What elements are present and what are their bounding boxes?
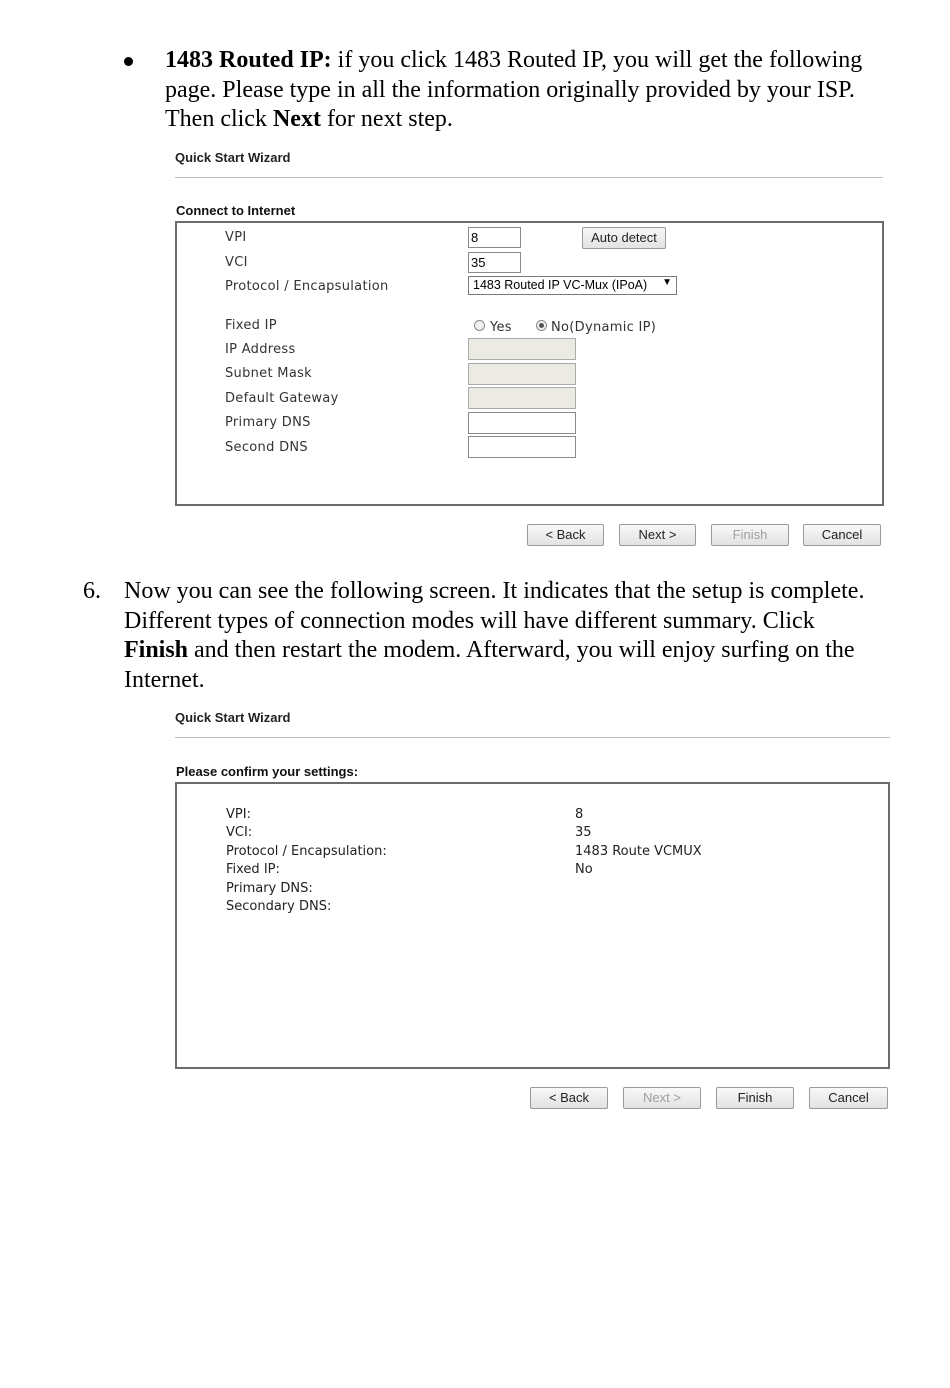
step6-finish-bold: Finish <box>124 637 189 663</box>
summary-vpi-label: VPI: <box>226 807 251 822</box>
second-dns-input[interactable] <box>468 436 576 458</box>
vpi-label: VPI <box>225 230 247 245</box>
step6-paragraph <box>124 577 934 695</box>
summary-secondary-dns-label: Secondary DNS: <box>226 899 332 914</box>
protocol-select[interactable] <box>468 276 677 295</box>
summary-vci-value: 35 <box>575 825 592 840</box>
intro-next-bold: Next <box>272 106 321 132</box>
step6-number: 6. <box>83 578 101 604</box>
intro-line3b: for next step. <box>320 106 453 132</box>
wizard2-section-title: Please confirm your settings: <box>176 764 359 779</box>
wizard2-next-button[interactable]: Next > <box>623 1087 701 1109</box>
ip-address-input[interactable] <box>468 338 576 360</box>
wizard1-back-button[interactable]: < Back <box>527 524 604 546</box>
wizard1-cancel-button[interactable]: Cancel <box>803 524 881 546</box>
summary-primary-dns-label: Primary DNS: <box>226 881 313 896</box>
intro-line3a: Then click <box>165 106 273 132</box>
summary-vpi-value: 8 <box>575 807 584 822</box>
intro-paragraph <box>165 46 935 135</box>
wizard2-title: Quick Start Wizard <box>175 710 291 725</box>
wizard1-title: Quick Start Wizard <box>175 150 291 165</box>
intro-line1: if you click 1483 Routed IP, you will get the following <box>331 47 863 73</box>
fixed-ip-no-label: No(Dynamic IP) <box>551 320 657 335</box>
wizard2-cancel-button[interactable]: Cancel <box>809 1087 888 1109</box>
summary-fixed-ip-label: Fixed IP: <box>226 862 280 877</box>
vci-input[interactable]: 35 <box>468 252 521 273</box>
protocol-label: Protocol / Encapsulation <box>225 279 389 294</box>
bullet-dot <box>124 57 133 66</box>
second-dns-label: Second DNS <box>225 440 308 455</box>
summary-protocol-label: Protocol / Encapsulation: <box>226 844 387 859</box>
step6-line2: Different types of connection modes will have different summary. Click <box>124 607 815 634</box>
fixed-ip-yes-radio[interactable] <box>474 320 485 331</box>
auto-detect-button[interactable]: Auto detect <box>582 227 666 249</box>
intro-line2: page. Please type in all the information originally provided by your ISP. <box>165 76 855 103</box>
wizard1-next-button[interactable]: Next > <box>619 524 696 546</box>
subnet-mask-input[interactable] <box>468 363 576 385</box>
step6-line1: Now you can see the following screen. It indicates that the setup is complete. <box>124 578 865 604</box>
wizard2-back-button[interactable]: < Back <box>530 1087 608 1109</box>
dropdown-arrow-icon: ▼ <box>662 277 672 288</box>
step6-line4: Internet. <box>124 666 205 693</box>
wizard2-finish-button[interactable]: Finish <box>716 1087 794 1109</box>
summary-fixed-ip-value: No <box>575 862 593 877</box>
summary-protocol-value: 1483 Route VCMUX <box>575 844 702 859</box>
wizard1-section-title: Connect to Internet <box>176 203 296 218</box>
subnet-mask-label: Subnet Mask <box>225 366 312 381</box>
step6-line3: and then restart the modem. Afterward, you will enjoy surfing on the <box>188 637 855 663</box>
primary-dns-input[interactable] <box>468 412 576 434</box>
primary-dns-label: Primary DNS <box>225 415 311 430</box>
intro-bold-lead: 1483 Routed IP: <box>165 47 332 73</box>
default-gateway-label: Default Gateway <box>225 391 339 406</box>
ip-address-label: IP Address <box>225 342 296 357</box>
vpi-input[interactable]: 8 <box>468 227 521 248</box>
vci-label: VCI <box>225 255 248 270</box>
wizard1-divider <box>175 177 883 178</box>
summary-vci-label: VCI: <box>226 825 253 840</box>
default-gateway-input[interactable] <box>468 387 576 409</box>
wizard2-divider <box>175 737 890 738</box>
fixed-ip-no-radio[interactable] <box>536 320 547 331</box>
fixed-ip-label: Fixed IP <box>225 318 277 333</box>
fixed-ip-yes-label: Yes <box>490 320 512 335</box>
wizard2-panel <box>175 782 890 1069</box>
wizard1-finish-button[interactable]: Finish <box>711 524 789 546</box>
protocol-select-value: 1483 Routed IP VC-Mux (IPoA) <box>473 278 648 292</box>
